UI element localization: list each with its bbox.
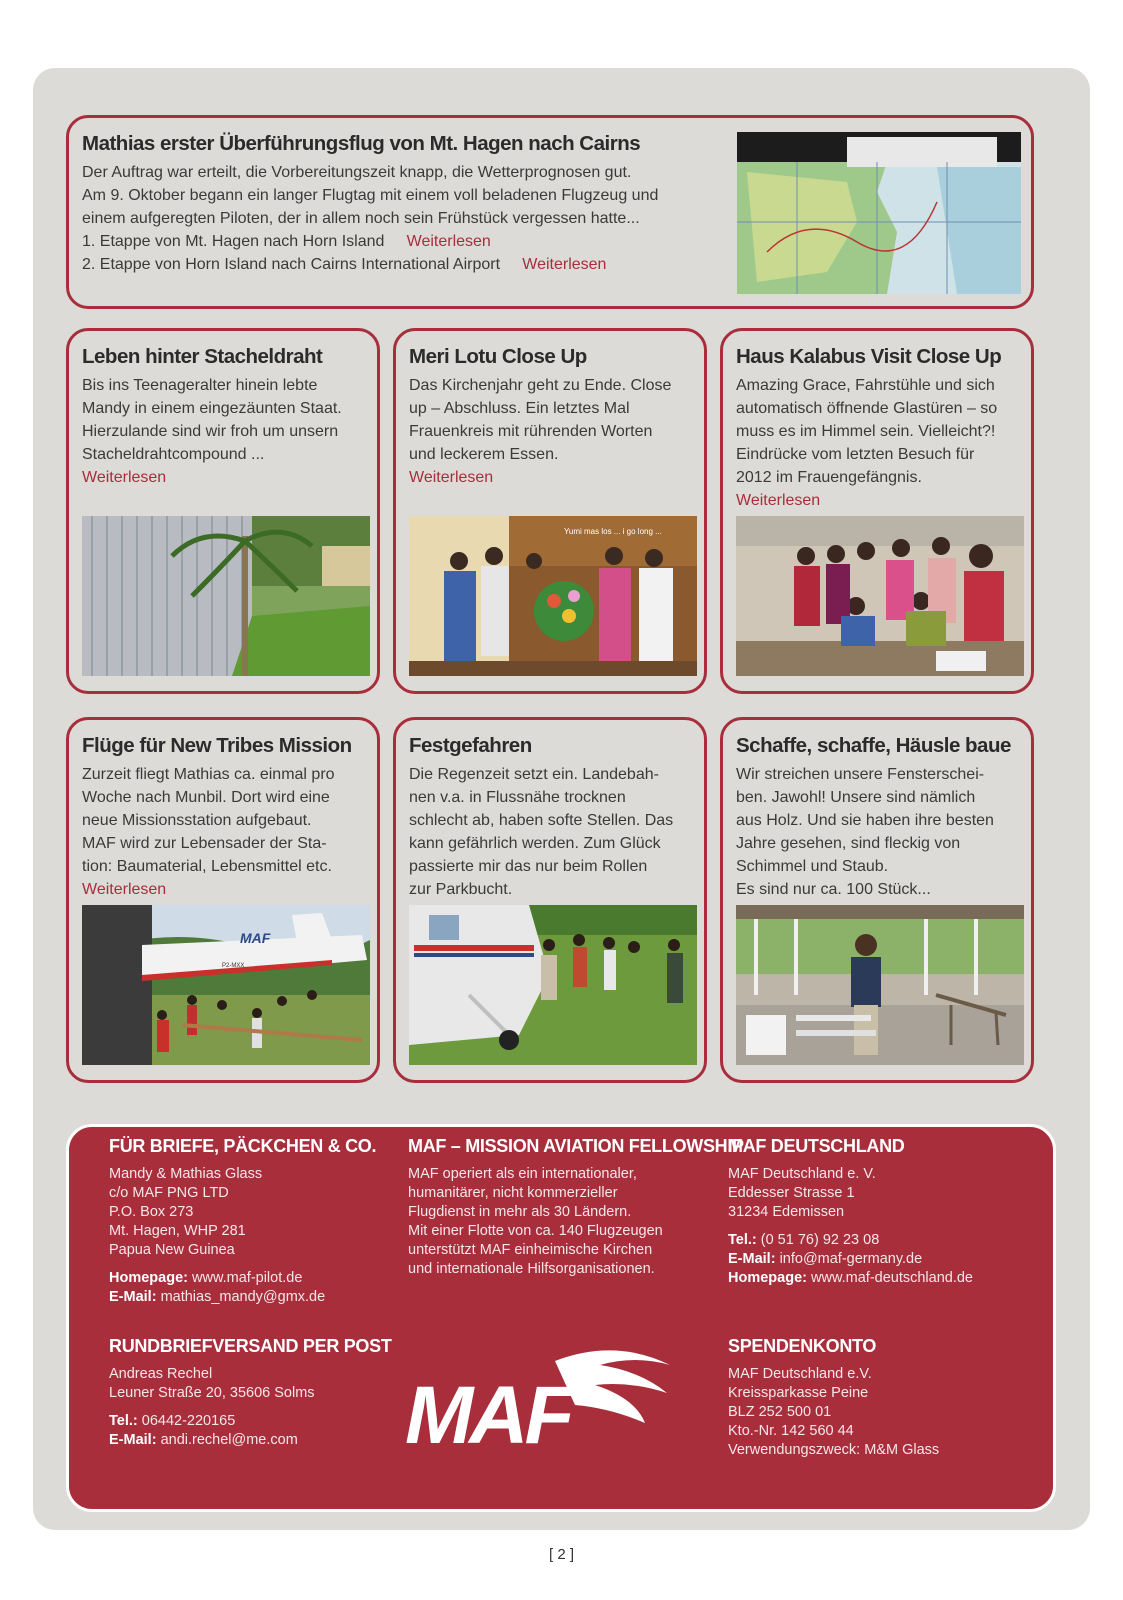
card-line: und leckerem Essen. [409,446,559,463]
maf-germany-block [728,1137,973,1288]
homepage-line [728,1269,973,1288]
homepage-link[interactable]: www.maf-deutschland.de [811,1270,973,1286]
read-more-link[interactable]: Weiterlesen [82,881,167,898]
card-line: Die Regenzeit setzt ein. Landebah- [409,766,659,783]
card-line: nen v.a. in Flussnähe trocknen [409,789,626,806]
about-line: Mit einer Flotte von ca. 140 Flugzeugen [408,1223,663,1239]
about-line: Flugdienst in mehr als 30 Ländern. [408,1204,632,1220]
card-line: Amazing Grace, Fahrstühle und sich [736,377,995,394]
address-line: Mt. Hagen, WHP 281 [109,1223,246,1239]
card-line: Woche nach Munbil. Dort wird eine [82,789,330,806]
account-line: MAF Deutschland e.V. [728,1366,872,1382]
homepage-link[interactable]: www.maf-pilot.de [192,1270,303,1286]
card-body [736,763,1021,901]
card-line: 2012 im Frauengefängnis. [736,469,922,486]
news-card-haus-kalabus [720,328,1034,694]
about-line: unterstützt MAF einheimische Kirchen [408,1242,653,1258]
card-line: Stacheldrahtcompound ... [82,446,265,463]
story-line: Am 9. Oktober begann ein langer Flugtag mit einem voll beladenen Flugzeug und [82,187,659,204]
card-body [82,374,367,489]
email-line [109,1431,392,1450]
card-line: Eindrücke vom letzten Besuch für [736,446,975,463]
card-line: MAF wird zur Lebensader der Sta- [82,835,327,852]
germany-heading: MAF DEUTSCHLAND [728,1136,905,1156]
email-label: E-Mail: [728,1251,776,1267]
card-line: Frauenkreis mit rührenden Worten [409,423,653,440]
card-line: zur Parkbucht. [409,881,513,898]
card-title: Leben hinter Stacheldraht [82,345,323,368]
card-body [409,374,694,489]
email-line [109,1288,376,1307]
stage-2-text: 2. Etappe von Horn Island nach Cairns International Airport [82,256,501,273]
newsletter-post-block [109,1337,392,1450]
read-more-link[interactable]: Weiterlesen [409,469,494,486]
address-line: c/o MAF PNG LTD [109,1185,229,1201]
account-line: BLZ 252 500 01 [728,1404,832,1420]
feature-story-card [66,115,1034,309]
homepage-label: Homepage: [109,1270,188,1286]
card-photo [409,516,697,676]
mail-address-block [109,1137,376,1307]
address-line: MAF Deutschland e. V. [728,1166,876,1182]
address-line: Mandy & Mathias Glass [109,1166,263,1182]
homepage-line [109,1269,376,1288]
card-line: aus Holz. Und sie haben ihre besten [736,812,994,829]
story-body [82,161,691,276]
story-line: Der Auftrag war erteilt, die Vorbereitungszeit knapp, die Wetterprognosen gut. [82,164,632,181]
newsletter-heading: RUNDBRIEFVERSAND PER POST [109,1336,392,1356]
card-photo [736,516,1024,676]
maf-logo-text: MAF [405,1370,571,1461]
card-line: Schimmel und Staub. [736,858,889,875]
news-card-meri-lotu [393,328,707,694]
account-line: Verwendungszweck: M&M Glass [728,1442,940,1458]
card-line: Zurzeit fliegt Mathias ca. einmal pro [82,766,335,783]
email-link[interactable]: andi.rechel@me.com [160,1432,298,1448]
about-line: MAF operiert als ein internationaler, [408,1166,637,1182]
address-line: Andreas Rechel [109,1366,213,1382]
about-line: und internationale Hilfsorganisationen. [408,1261,655,1277]
news-card-schaffe [720,717,1034,1083]
news-card-leben [66,328,380,694]
email-link[interactable]: info@maf-germany.de [779,1251,923,1267]
read-more-link[interactable]: Weiterlesen [736,492,821,509]
address-line: P.O. Box 273 [109,1204,194,1220]
phone-number: 06442-220165 [141,1413,236,1429]
stage-1-line [82,230,691,253]
card-title: Flüge für New Tribes Mission [82,734,352,757]
card-line: tion: Baumaterial, Lebensmittel etc. [82,858,332,875]
story-line: einem aufgeregten Piloten, der in allem noch sein Frühstück vergessen hatte... [82,210,640,227]
account-line: Kto.-Nr. 142 560 44 [728,1423,854,1439]
account-line: Kreissparkasse Peine [728,1385,869,1401]
card-line: Mandy in einem eingezäunten Staat. [82,400,342,417]
banner-text: Yumi mas los ... i go long ... [564,527,662,536]
address-line: Eddesser Strasse 1 [728,1185,855,1201]
read-more-link[interactable]: Weiterlesen [522,256,607,273]
news-card-festgefahren [393,717,707,1083]
card-title: Festgefahren [409,734,532,757]
card-photo [409,905,697,1065]
card-title: Haus Kalabus Visit Close Up [736,345,1002,368]
news-card-new-tribes [66,717,380,1083]
card-body [736,374,1021,512]
card-body [409,763,694,901]
card-title: Schaffe, schaffe, Häusle baue [736,734,1011,757]
card-line: kann gefährlich werden. Zum Glück [409,835,661,852]
card-line: Hierzulande sind wir froh um unsern [82,423,339,440]
phone-line [109,1412,392,1431]
email-link[interactable]: mathias_mandy@gmx.de [160,1289,326,1305]
contact-footer [66,1124,1056,1512]
donation-heading: SPENDENKONTO [728,1336,877,1356]
address-line: 31234 Edemissen [728,1204,845,1220]
card-line: up – Abschluss. Ein letztes Mal [409,400,630,417]
donation-account-block [728,1337,939,1460]
read-more-link[interactable]: Weiterlesen [406,233,491,250]
address-line: Leuner Straße 20, 35606 Solms [109,1385,315,1401]
card-line: Bis ins Teenageralter hinein lebte [82,377,318,394]
card-line: ben. Jawohl! Unsere sind nämlich [736,789,976,806]
card-line: Wir streichen unsere Fensterschei- [736,766,985,783]
email-label: E-Mail: [109,1289,157,1305]
about-heading: MAF – MISSION AVIATION FELLOWSHIP [408,1136,744,1156]
card-photo [736,905,1024,1065]
card-line: muss es im Himmel sein. Vielleicht?! [736,423,996,440]
address-line: Papua New Guinea [109,1242,235,1258]
map-photo [737,132,1021,294]
phone-number: (0 51 76) 92 23 08 [760,1232,880,1248]
about-line: humanitärer, nicht kommerzieller [408,1185,618,1201]
read-more-link[interactable]: Weiterlesen [82,469,167,486]
card-photo [82,905,370,1065]
card-photo [82,516,370,676]
story-title: Mathias erster Überführungsflug von Mt. Hagen nach Cairns [82,132,641,155]
card-title: Meri Lotu Close Up [409,345,587,368]
phone-label: Tel.: [728,1232,757,1248]
stage-1-text: 1. Etappe von Mt. Hagen nach Horn Island [82,233,385,250]
phone-label: Tel.: [109,1413,138,1429]
page-number: [ 2 ] [548,1546,574,1563]
homepage-label: Homepage: [728,1270,807,1286]
email-label: E-Mail: [109,1432,157,1448]
phone-line [728,1231,973,1250]
card-line: automatisch öffnende Glastüren – so [736,400,998,417]
card-line: schlecht ab, haben softe Stellen. Das [409,812,674,829]
card-line: Es sind nur ca. 100 Stück... [736,881,931,898]
card-line: Jahre gesehen, sind fleckig von [736,835,961,852]
maf-logo [405,1343,690,1463]
aircraft-registration: P2-MXX [222,963,245,969]
stage-2-line [82,253,691,276]
maf-about-block [408,1137,744,1279]
card-line: passierte mir das nur beim Rollen [409,858,648,875]
email-line [728,1250,973,1269]
card-line: Das Kirchenjahr geht zu Ende. Close [409,377,672,394]
aircraft-logo-text: MAF [240,930,271,946]
mail-heading: FÜR BRIEFE, PÄCKCHEN & CO. [109,1136,377,1156]
card-body [82,763,367,901]
card-line: neue Missionsstation aufgebaut. [82,812,312,829]
